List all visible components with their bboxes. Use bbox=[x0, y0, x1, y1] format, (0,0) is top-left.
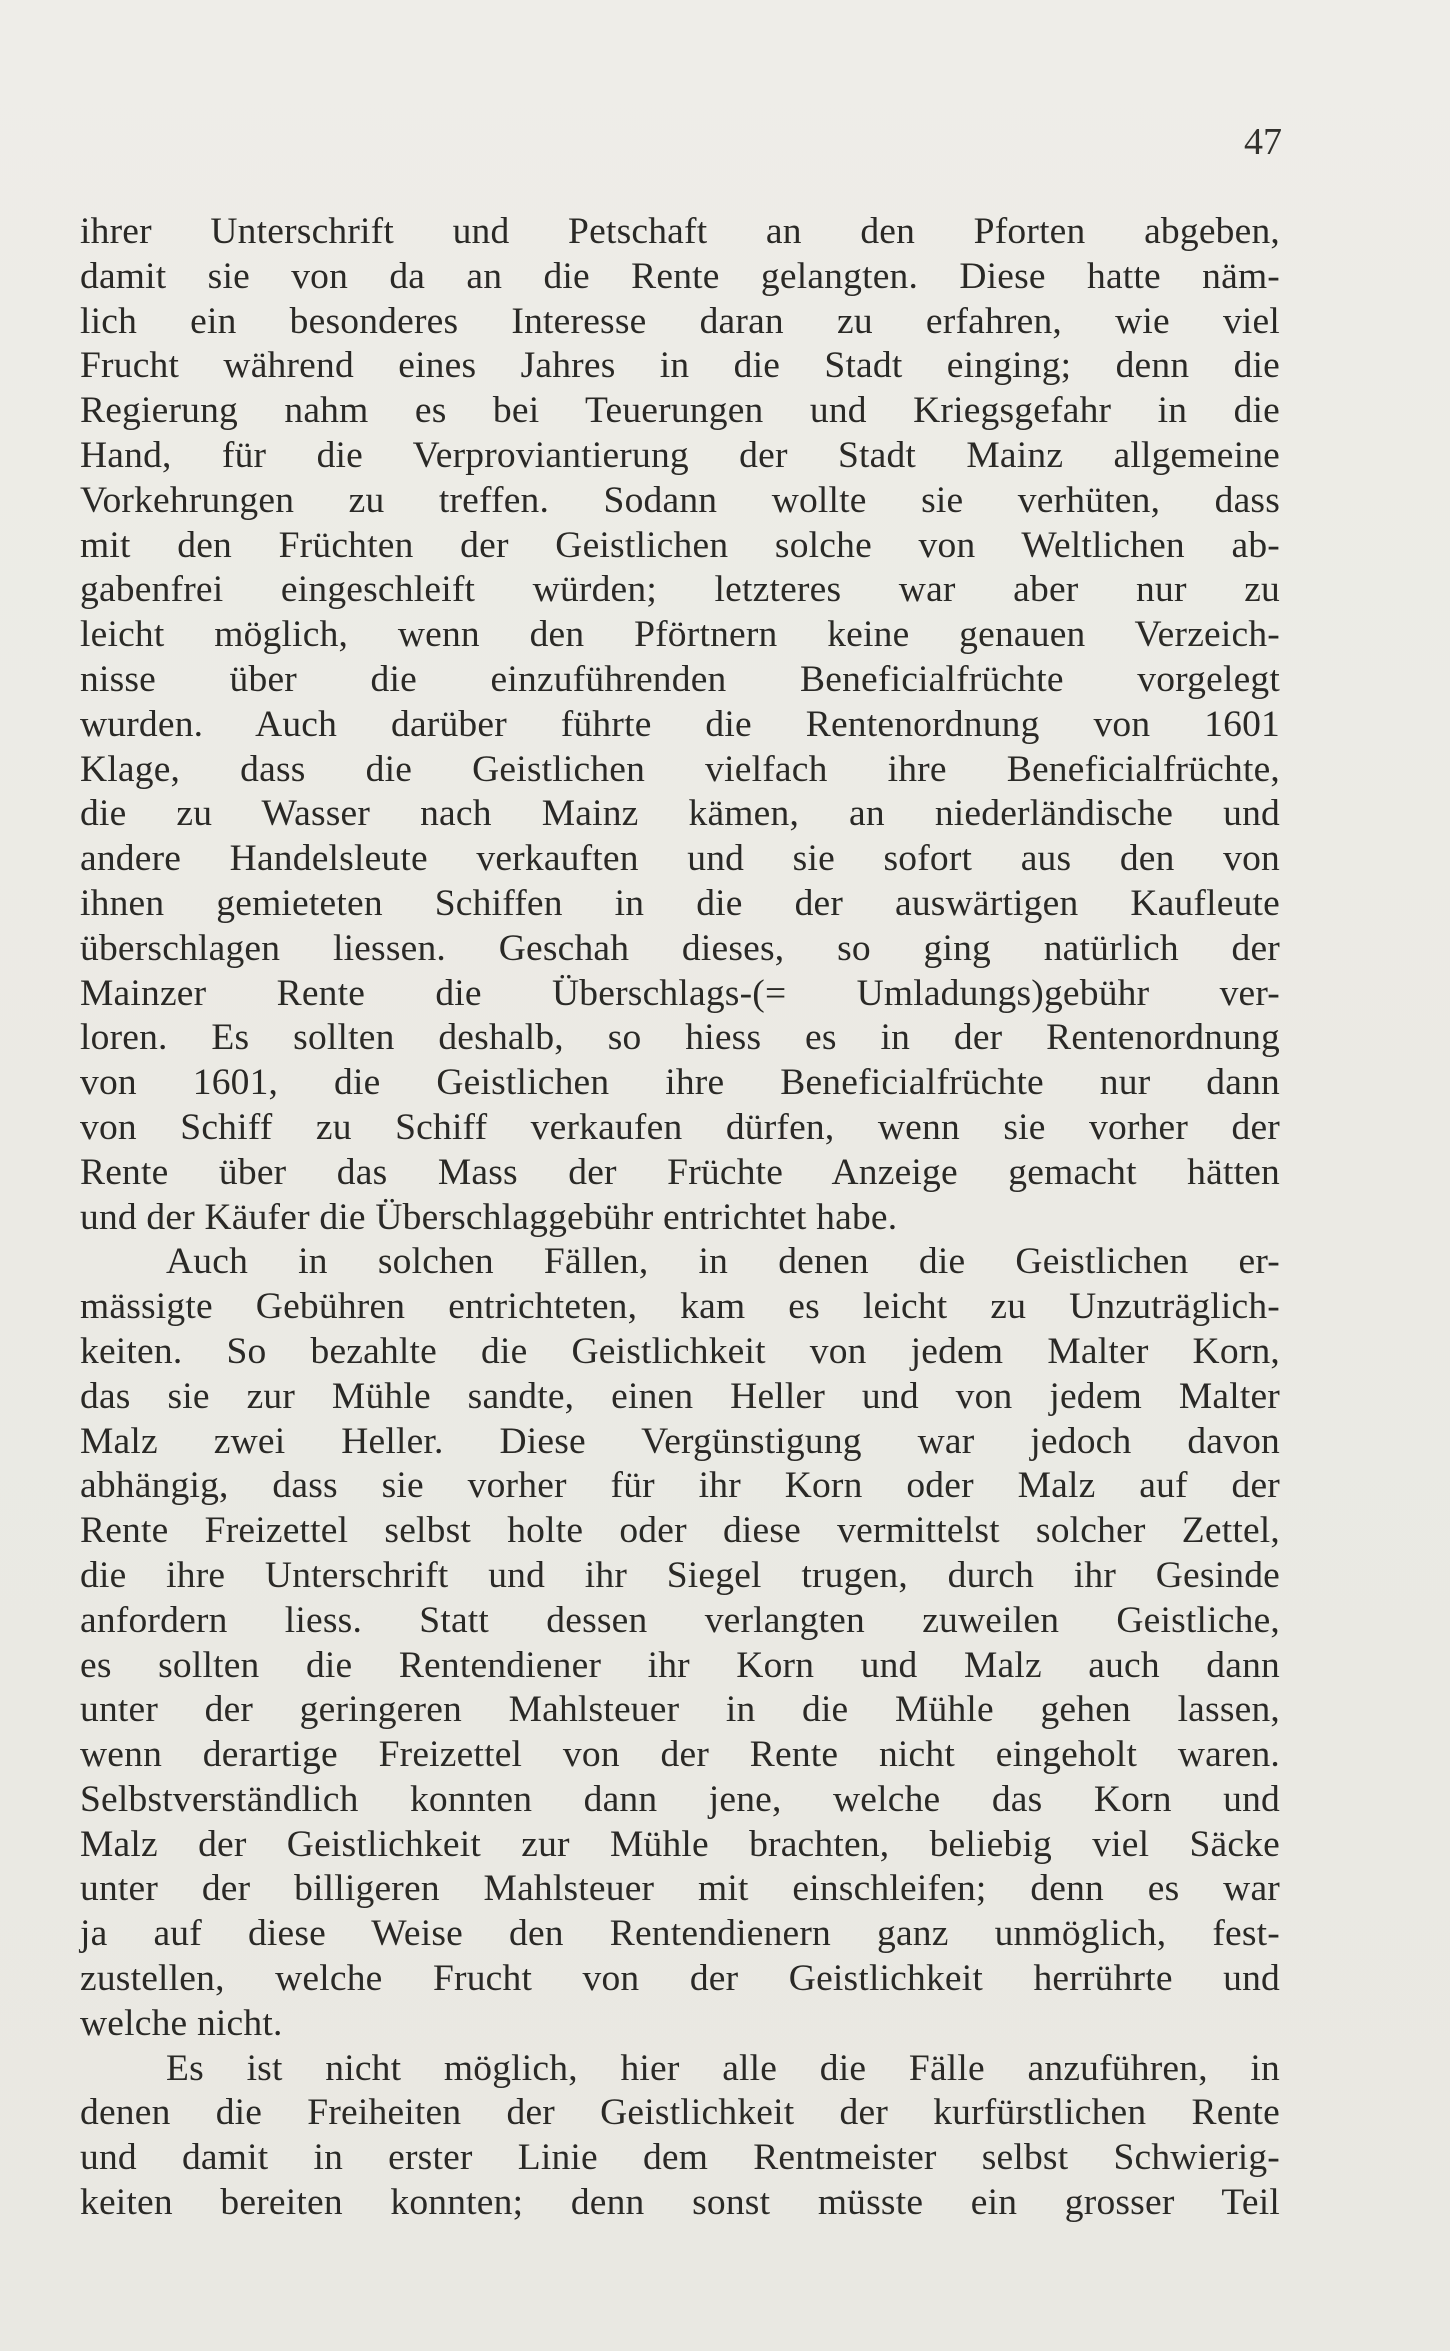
text-line: mit den Früchten der Geistlichen solche von Weltlichen ab- bbox=[80, 524, 1280, 566]
text-line: Klage, dass die Geistlichen vielfach ihre Beneficialfrüchte, bbox=[80, 748, 1280, 790]
text-line: keiten. So bezahlte die Geistlichkeit von jedem Malter Korn, bbox=[80, 1330, 1280, 1372]
text-line: Rente über das Mass der Früchte Anzeige gemacht hätten bbox=[80, 1151, 1280, 1193]
text-line: Hand, für die Verproviantierung der Stadt Mainz allgemeine bbox=[80, 434, 1280, 476]
text-line: leicht möglich, wenn den Pförtnern keine genauen Verzeich- bbox=[80, 614, 1280, 656]
text-line: wurden. Auch darüber führte die Rentenordnung von 1601 bbox=[80, 703, 1280, 745]
text-line: das sie zur Mühle sandte, einen Heller und von jedem Malter bbox=[80, 1375, 1280, 1417]
text-line: loren. Es sollten deshalb, so hiess es in der Rentenordnung bbox=[80, 1017, 1280, 1059]
page-number: 47 bbox=[1244, 121, 1282, 163]
text-line: von Schiff zu Schiff verkaufen dürfen, wenn sie vorher der bbox=[80, 1106, 1280, 1148]
text-line: ihrer Unterschrift und Petschaft an den Pforten abgeben, bbox=[80, 211, 1280, 252]
text-line: andere Handelsleute verkauften und sie sofort aus den von bbox=[80, 838, 1280, 880]
text-line: Mainzer Rente die Überschlags-(= Umladungs)gebühr ver- bbox=[80, 972, 1280, 1014]
text-line: mässigte Gebühren entrichteten, kam es leicht zu Unzuträglich- bbox=[80, 1286, 1280, 1328]
text-line: Selbstverständlich konnten dann jene, welche das Korn und bbox=[80, 1778, 1280, 1820]
text-line: Regierung nahm es bei Teuerungen und Kriegsgefahr in die bbox=[80, 390, 1280, 432]
paragraph-2 bbox=[80, 1240, 1280, 2046]
text-line: ja auf diese Weise den Rentendienern ganz unmöglich, fest- bbox=[80, 1913, 1280, 1955]
text-line: Auch in solchen Fällen, in denen die Geistlichen er- bbox=[166, 1241, 1280, 1283]
text-line: von 1601, die Geistlichen ihre Beneficialfrüchte nur dann bbox=[80, 1062, 1280, 1104]
text-line: unter der billigeren Mahlsteuer mit einschleifen; denn es war bbox=[80, 1868, 1280, 1910]
text-line: ihnen gemieteten Schiffen in die der auswärtigen Kaufleute bbox=[80, 882, 1280, 924]
text-line: und damit in erster Linie dem Rentmeister selbst Schwierig- bbox=[80, 2137, 1280, 2179]
text-line: Rente Freizettel selbst holte oder diese vermittelst solcher Zettel, bbox=[80, 1510, 1280, 1552]
text-line: gabenfrei eingeschleift würden; letzteres war aber nur zu bbox=[80, 569, 1280, 611]
text-line: Frucht während eines Jahres in die Stadt einging; denn die bbox=[80, 345, 1280, 387]
text-line: unter der geringeren Mahlsteuer in die Mühle gehen lassen, bbox=[80, 1689, 1280, 1731]
text-line: denen die Freiheiten der Geistlichkeit der kurfürstlichen Rente bbox=[80, 2092, 1280, 2134]
text-line: es sollten die Rentendiener ihr Korn und Malz auch dann bbox=[80, 1644, 1280, 1686]
text-line: zustellen, welche Frucht von der Geistlichkeit herrührte und bbox=[80, 1958, 1280, 2000]
text-line: damit sie von da an die Rente gelangten. Diese hatte näm- bbox=[80, 255, 1280, 297]
text-line: anfordern liess. Statt dessen verlangten zuweilen Geistliche, bbox=[80, 1599, 1280, 1641]
text-line: nisse über die einzuführenden Beneficialfrüchte vorgelegt bbox=[80, 658, 1280, 700]
text-line: Vorkehrungen zu treffen. Sodann wollte sie verhüten, dass bbox=[80, 479, 1280, 521]
text-line: Malz zwei Heller. Diese Vergünstigung war jedoch davon bbox=[80, 1420, 1280, 1462]
text-line: lich ein besonderes Interesse daran zu erfahren, wie viel bbox=[80, 300, 1280, 342]
text-line: keiten bereiten konnten; denn sonst müsste ein grosser Teil bbox=[80, 2182, 1280, 2224]
paragraph-3 bbox=[80, 2047, 1280, 2226]
text-line: und der Käufer die Überschlaggebühr entrichtet habe. bbox=[80, 1196, 898, 1238]
text-line: abhängig, dass sie vorher für ihr Korn oder Malz auf der bbox=[80, 1465, 1280, 1507]
text-line: wenn derartige Freizettel von der Rente nicht eingeholt waren. bbox=[80, 1734, 1280, 1776]
text-line: überschlagen liessen. Geschah dieses, so ging natürlich der bbox=[80, 927, 1280, 969]
body-text bbox=[80, 210, 1280, 2226]
text-line: welche nicht. bbox=[80, 2002, 283, 2044]
text-line: die zu Wasser nach Mainz kämen, an niederländische und bbox=[80, 793, 1280, 835]
text-line: Es ist nicht möglich, hier alle die Fälle anzuführen, in bbox=[166, 2047, 1280, 2089]
paragraph-1 bbox=[80, 210, 1280, 1240]
text-line: Malz der Geistlichkeit zur Mühle brachten, beliebig viel Säcke bbox=[80, 1823, 1280, 1865]
text-line: die ihre Unterschrift und ihr Siegel trugen, durch ihr Gesinde bbox=[80, 1554, 1280, 1596]
